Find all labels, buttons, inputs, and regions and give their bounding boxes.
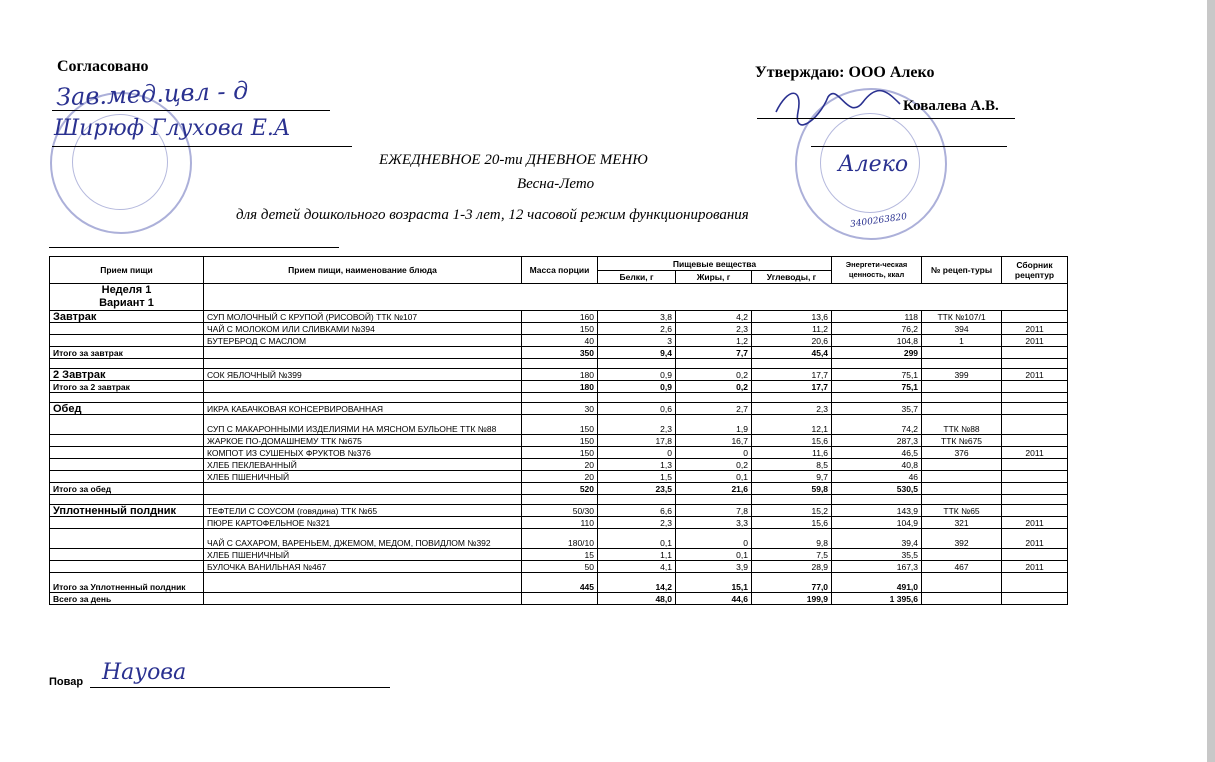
menu-season: Весна-Лето (517, 176, 595, 192)
cell-fat: 21,6 (676, 483, 752, 495)
total-row (50, 573, 1068, 593)
cell-book: 2011 (1002, 517, 1068, 529)
cell-energy: 118 (832, 311, 922, 323)
cell-dish: ХЛЕБ ПЕКЛЕВАННЫЙ (204, 459, 522, 471)
cell-dish (204, 347, 522, 359)
cell-mass: 150 (522, 415, 598, 435)
cell-meal: Итого за обед (50, 483, 204, 495)
cell-meal (50, 517, 204, 529)
stamp-right-number: 3400263820 (849, 212, 908, 230)
spacer-row (50, 495, 1068, 505)
cell-mass (522, 593, 598, 605)
cell-meal: Уплотненный полдник (50, 505, 204, 517)
cell-recipe (922, 471, 1002, 483)
cell-fat: 4,2 (676, 311, 752, 323)
cell-book: 2011 (1002, 529, 1068, 549)
cell-protein: 3,8 (598, 311, 676, 323)
cell-protein: 2,6 (598, 323, 676, 335)
cell-protein: 2,3 (598, 517, 676, 529)
cell-protein: 14,2 (598, 573, 676, 593)
cell-fat: 0,2 (676, 381, 752, 393)
cell-recipe: 467 (922, 561, 1002, 573)
cell-energy (832, 359, 922, 369)
cell-fat: 2,3 (676, 323, 752, 335)
cell-energy: 104,8 (832, 335, 922, 347)
cell-book (1002, 347, 1068, 359)
cell-meal (50, 549, 204, 561)
cell-meal (50, 459, 204, 471)
cell-energy: 40,8 (832, 459, 922, 471)
cell-dish: КОМПОТ ИЗ СУШЕНЫХ ФРУКТОВ №376 (204, 447, 522, 459)
cell-protein: 4,1 (598, 561, 676, 573)
menu-row (50, 529, 1068, 549)
cell-protein: 0,6 (598, 403, 676, 415)
menu-table (49, 256, 1068, 605)
cell-fat: 44,6 (676, 593, 752, 605)
cell-fat: 0 (676, 529, 752, 549)
cell-carbs: 8,5 (752, 459, 832, 471)
cell-fat: 0,2 (676, 369, 752, 381)
cell-protein (598, 359, 676, 369)
cell-protein: 6,6 (598, 505, 676, 517)
cell-book (1002, 593, 1068, 605)
cell-book (1002, 415, 1068, 435)
cell-mass: 20 (522, 459, 598, 471)
cell-book (1002, 311, 1068, 323)
cell-meal (50, 359, 204, 369)
cell-protein: 1,1 (598, 549, 676, 561)
cell-meal (50, 471, 204, 483)
cell-carbs (752, 495, 832, 505)
stamp-right-text: Алеко (838, 152, 909, 177)
cell-carbs: 13,6 (752, 311, 832, 323)
cell-recipe: 392 (922, 529, 1002, 549)
cell-dish (204, 359, 522, 369)
cell-mass: 150 (522, 323, 598, 335)
cell-meal: Всего за день (50, 593, 204, 605)
cell-fat: 0,2 (676, 459, 752, 471)
cell-dish (204, 593, 522, 605)
cell-carbs: 7,5 (752, 549, 832, 561)
cell-carbs: 9,7 (752, 471, 832, 483)
col-dish: Прием пищи, наименование блюда (204, 257, 522, 284)
cell-energy: 167,3 (832, 561, 922, 573)
cell-energy: 287,3 (832, 435, 922, 447)
menu-row (50, 323, 1068, 335)
total-row (50, 593, 1068, 605)
cell-recipe (922, 573, 1002, 593)
cell-fat: 3,3 (676, 517, 752, 529)
menu-row (50, 561, 1068, 573)
cell-recipe (922, 347, 1002, 359)
cell-fat: 3,9 (676, 561, 752, 573)
col-energy: Энергети-ческая ценность, ккал (832, 257, 922, 284)
left-signature-2: Ширюф Глухова Е.А (54, 116, 291, 141)
cell-carbs: 17,7 (752, 381, 832, 393)
cell-energy: 530,5 (832, 483, 922, 495)
cell-protein: 3 (598, 335, 676, 347)
menu-row (50, 471, 1068, 483)
cell-dish: ИКРА КАБАЧКОВАЯ КОНСЕРВИРОВАННАЯ (204, 403, 522, 415)
cell-mass (522, 393, 598, 403)
cell-energy: 46 (832, 471, 922, 483)
cell-recipe: ТТК №65 (922, 505, 1002, 517)
cell-dish: СУП С МАКАРОННЫМИ ИЗДЕЛИЯМИ НА МЯСНОМ БУЛЬОНЕ ТТК №88 (204, 415, 522, 435)
cell-carbs: 11,2 (752, 323, 832, 335)
approver-name: Ковалева А.В. (903, 98, 999, 114)
cell-meal (50, 335, 204, 347)
approved-label: Согласовано (57, 58, 149, 75)
cell-recipe: 399 (922, 369, 1002, 381)
cell-energy: 143,9 (832, 505, 922, 517)
cell-book (1002, 505, 1068, 517)
right-signature-mark (768, 82, 908, 132)
cell-fat (676, 393, 752, 403)
col-nutrients: Пищевые вещества (598, 257, 832, 271)
left-signature-line-2 (52, 146, 352, 147)
cell-meal (50, 495, 204, 505)
cell-dish (204, 381, 522, 393)
cell-recipe (922, 483, 1002, 495)
cell-mass (522, 359, 598, 369)
right-date-line (811, 146, 1007, 147)
cell-carbs: 9,8 (752, 529, 832, 549)
cell-dish: СОК ЯБЛОЧНЫЙ №399 (204, 369, 522, 381)
left-signature-line-1 (52, 110, 330, 111)
col-protein: Белки, г (598, 271, 676, 284)
cell-meal: Итого за Уплотненный полдник (50, 573, 204, 593)
cell-book (1002, 471, 1068, 483)
cell-carbs: 12,1 (752, 415, 832, 435)
week-cell (50, 284, 204, 311)
cell-dish (204, 393, 522, 403)
cell-fat (676, 359, 752, 369)
menu-title: ЕЖЕДНЕВНОЕ 20-ти ДНЕВНОЕ МЕНЮ (379, 152, 648, 168)
cell-fat: 0,1 (676, 471, 752, 483)
cell-carbs: 15,6 (752, 435, 832, 447)
cell-energy: 39,4 (832, 529, 922, 549)
cell-book (1002, 549, 1068, 561)
cell-protein: 0,9 (598, 369, 676, 381)
cell-dish: ХЛЕБ ПШЕНИЧНЫЙ (204, 471, 522, 483)
cell-energy: 299 (832, 347, 922, 359)
spacer-row (50, 359, 1068, 369)
week-row (50, 284, 1068, 311)
cell-mass: 50/30 (522, 505, 598, 517)
cell-dish: ТЕФТЕЛИ С СОУСОМ (говядина) ТТК №65 (204, 505, 522, 517)
total-row (50, 381, 1068, 393)
cell-energy: 74,2 (832, 415, 922, 435)
cell-fat: 0,1 (676, 549, 752, 561)
cell-book: 2011 (1002, 369, 1068, 381)
col-carbs: Углеводы, г (752, 271, 832, 284)
cell-recipe (922, 381, 1002, 393)
cell-mass: 15 (522, 549, 598, 561)
cell-carbs: 77,0 (752, 573, 832, 593)
cell-recipe (922, 593, 1002, 605)
cell-meal (50, 323, 204, 335)
cell-mass: 40 (522, 335, 598, 347)
col-meal: Прием пищи (50, 257, 204, 284)
cell-fat: 2,7 (676, 403, 752, 415)
cell-carbs: 11,6 (752, 447, 832, 459)
left-signature-1: Зав.мед.цвл - д (55, 76, 249, 112)
cell-fat: 1,9 (676, 415, 752, 435)
col-fat: Жиры, г (676, 271, 752, 284)
cell-carbs: 20,6 (752, 335, 832, 347)
cell-fat: 7,8 (676, 505, 752, 517)
cell-protein: 48,0 (598, 593, 676, 605)
cell-book: 2011 (1002, 561, 1068, 573)
right-signature-line (757, 118, 1015, 119)
cell-dish (204, 495, 522, 505)
menu-row (50, 369, 1068, 381)
cook-label: Повар (49, 676, 84, 688)
cell-recipe (922, 359, 1002, 369)
approve-label: Утверждаю: ООО Алеко (755, 64, 935, 81)
col-mass: Масса порции (522, 257, 598, 284)
cell-meal: Итого за завтрак (50, 347, 204, 359)
cell-protein: 23,5 (598, 483, 676, 495)
menu-row (50, 335, 1068, 347)
scan-edge (1207, 0, 1215, 762)
cell-energy (832, 495, 922, 505)
cell-book (1002, 435, 1068, 447)
cell-carbs: 45,4 (752, 347, 832, 359)
total-row (50, 483, 1068, 495)
cell-mass: 150 (522, 435, 598, 447)
cell-dish: ЧАЙ С САХАРОМ, ВАРЕНЬЕМ, ДЖЕМОМ, МЕДОМ, ПОВИДЛОМ №392 (204, 529, 522, 549)
cell-carbs: 28,9 (752, 561, 832, 573)
col-book: Сборник рецептур (1002, 257, 1068, 284)
cell-meal (50, 415, 204, 435)
menu-row (50, 505, 1068, 517)
cell-mass: 110 (522, 517, 598, 529)
cell-recipe: ТТК №107/1 (922, 311, 1002, 323)
week-row-empty (204, 284, 1068, 311)
menu-row (50, 459, 1068, 471)
cell-energy: 104,9 (832, 517, 922, 529)
cell-book (1002, 403, 1068, 415)
menu-row (50, 517, 1068, 529)
cell-carbs: 17,7 (752, 369, 832, 381)
cell-book (1002, 381, 1068, 393)
cell-dish: БУТЕРБРОД С МАСЛОМ (204, 335, 522, 347)
cell-fat: 0 (676, 447, 752, 459)
menu-subtitle: для детей дошкольного возраста 1-3 лет, 12 часовой режим функционирования (236, 207, 749, 223)
cook-signature-line (90, 687, 390, 688)
cell-fat: 15,1 (676, 573, 752, 593)
cell-protein: 2,3 (598, 415, 676, 435)
cell-protein: 0 (598, 447, 676, 459)
cell-energy: 1 395,6 (832, 593, 922, 605)
cell-energy: 76,2 (832, 323, 922, 335)
cell-mass: 20 (522, 471, 598, 483)
cell-book (1002, 459, 1068, 471)
cell-carbs: 199,9 (752, 593, 832, 605)
cell-dish: ЧАЙ С МОЛОКОМ ИЛИ СЛИВКАМИ №394 (204, 323, 522, 335)
cell-book: 2011 (1002, 323, 1068, 335)
menu-row (50, 311, 1068, 323)
cell-energy: 75,1 (832, 381, 922, 393)
cell-meal (50, 393, 204, 403)
cell-energy: 35,7 (832, 403, 922, 415)
cell-meal: Завтрак (50, 311, 204, 323)
cell-protein: 9,4 (598, 347, 676, 359)
cell-dish: ЖАРКОЕ ПО-ДОМАШНЕМУ ТТК №675 (204, 435, 522, 447)
cell-fat (676, 495, 752, 505)
menu-row (50, 403, 1068, 415)
cell-carbs: 15,6 (752, 517, 832, 529)
cell-mass: 445 (522, 573, 598, 593)
title-underline (49, 247, 339, 248)
total-row (50, 347, 1068, 359)
cell-protein: 0,1 (598, 529, 676, 549)
cell-book: 2011 (1002, 335, 1068, 347)
cell-meal (50, 435, 204, 447)
cell-carbs (752, 359, 832, 369)
cell-mass: 30 (522, 403, 598, 415)
cell-energy: 491,0 (832, 573, 922, 593)
cell-energy: 75,1 (832, 369, 922, 381)
cell-carbs (752, 393, 832, 403)
cell-book (1002, 573, 1068, 593)
cell-dish: СУП МОЛОЧНЫЙ С КРУПОЙ (РИСОВОЙ) ТТК №107 (204, 311, 522, 323)
cell-mass: 50 (522, 561, 598, 573)
cell-protein (598, 393, 676, 403)
cell-recipe: 394 (922, 323, 1002, 335)
cell-meal: Итого за 2 завтрак (50, 381, 204, 393)
menu-row (50, 549, 1068, 561)
cell-dish: БУЛОЧКА ВАНИЛЬНАЯ №467 (204, 561, 522, 573)
cell-book (1002, 359, 1068, 369)
cell-recipe: 376 (922, 447, 1002, 459)
cell-recipe (922, 549, 1002, 561)
cook-signature: Науова (102, 660, 187, 685)
cell-energy (832, 393, 922, 403)
cell-fat: 16,7 (676, 435, 752, 447)
cell-recipe: ТТК №88 (922, 415, 1002, 435)
cell-protein: 0,9 (598, 381, 676, 393)
cell-mass: 520 (522, 483, 598, 495)
cell-dish (204, 573, 522, 593)
cell-recipe (922, 495, 1002, 505)
cell-dish (204, 483, 522, 495)
cell-dish: ПЮРЕ КАРТОФЕЛЬНОЕ №321 (204, 517, 522, 529)
cell-mass: 160 (522, 311, 598, 323)
cell-book: 2011 (1002, 447, 1068, 459)
cell-meal (50, 447, 204, 459)
cell-protein: 1,3 (598, 459, 676, 471)
cell-recipe (922, 403, 1002, 415)
cell-recipe: 321 (922, 517, 1002, 529)
cell-mass: 180 (522, 369, 598, 381)
menu-row (50, 447, 1068, 459)
cell-meal: Обед (50, 403, 204, 415)
cell-energy: 46,5 (832, 447, 922, 459)
cell-meal (50, 529, 204, 549)
cell-recipe (922, 393, 1002, 403)
cell-carbs: 15,2 (752, 505, 832, 517)
cell-meal: 2 Завтрак (50, 369, 204, 381)
cell-mass: 350 (522, 347, 598, 359)
col-recipe: № рецеп-туры (922, 257, 1002, 284)
cell-recipe (922, 459, 1002, 471)
cell-mass: 180 (522, 381, 598, 393)
cell-fat: 1,2 (676, 335, 752, 347)
variant-label: Вариант 1 (99, 297, 154, 309)
cell-carbs: 2,3 (752, 403, 832, 415)
header-row (50, 257, 1068, 271)
cell-mass (522, 495, 598, 505)
cell-mass: 180/10 (522, 529, 598, 549)
cell-carbs: 59,8 (752, 483, 832, 495)
spacer-row (50, 393, 1068, 403)
cell-protein: 1,5 (598, 471, 676, 483)
cell-meal (50, 561, 204, 573)
cell-fat: 7,7 (676, 347, 752, 359)
cell-book (1002, 483, 1068, 495)
cell-protein: 17,8 (598, 435, 676, 447)
week-label: Неделя 1 (101, 284, 152, 296)
cell-recipe: ТТК №675 (922, 435, 1002, 447)
cell-dish: ХЛЕБ ПШЕНИЧНЫЙ (204, 549, 522, 561)
menu-row (50, 435, 1068, 447)
cell-book (1002, 495, 1068, 505)
cell-energy: 35,5 (832, 549, 922, 561)
cell-mass: 150 (522, 447, 598, 459)
menu-row (50, 415, 1068, 435)
cell-protein (598, 495, 676, 505)
menu-rows (50, 311, 1068, 605)
cell-book (1002, 393, 1068, 403)
cell-recipe: 1 (922, 335, 1002, 347)
